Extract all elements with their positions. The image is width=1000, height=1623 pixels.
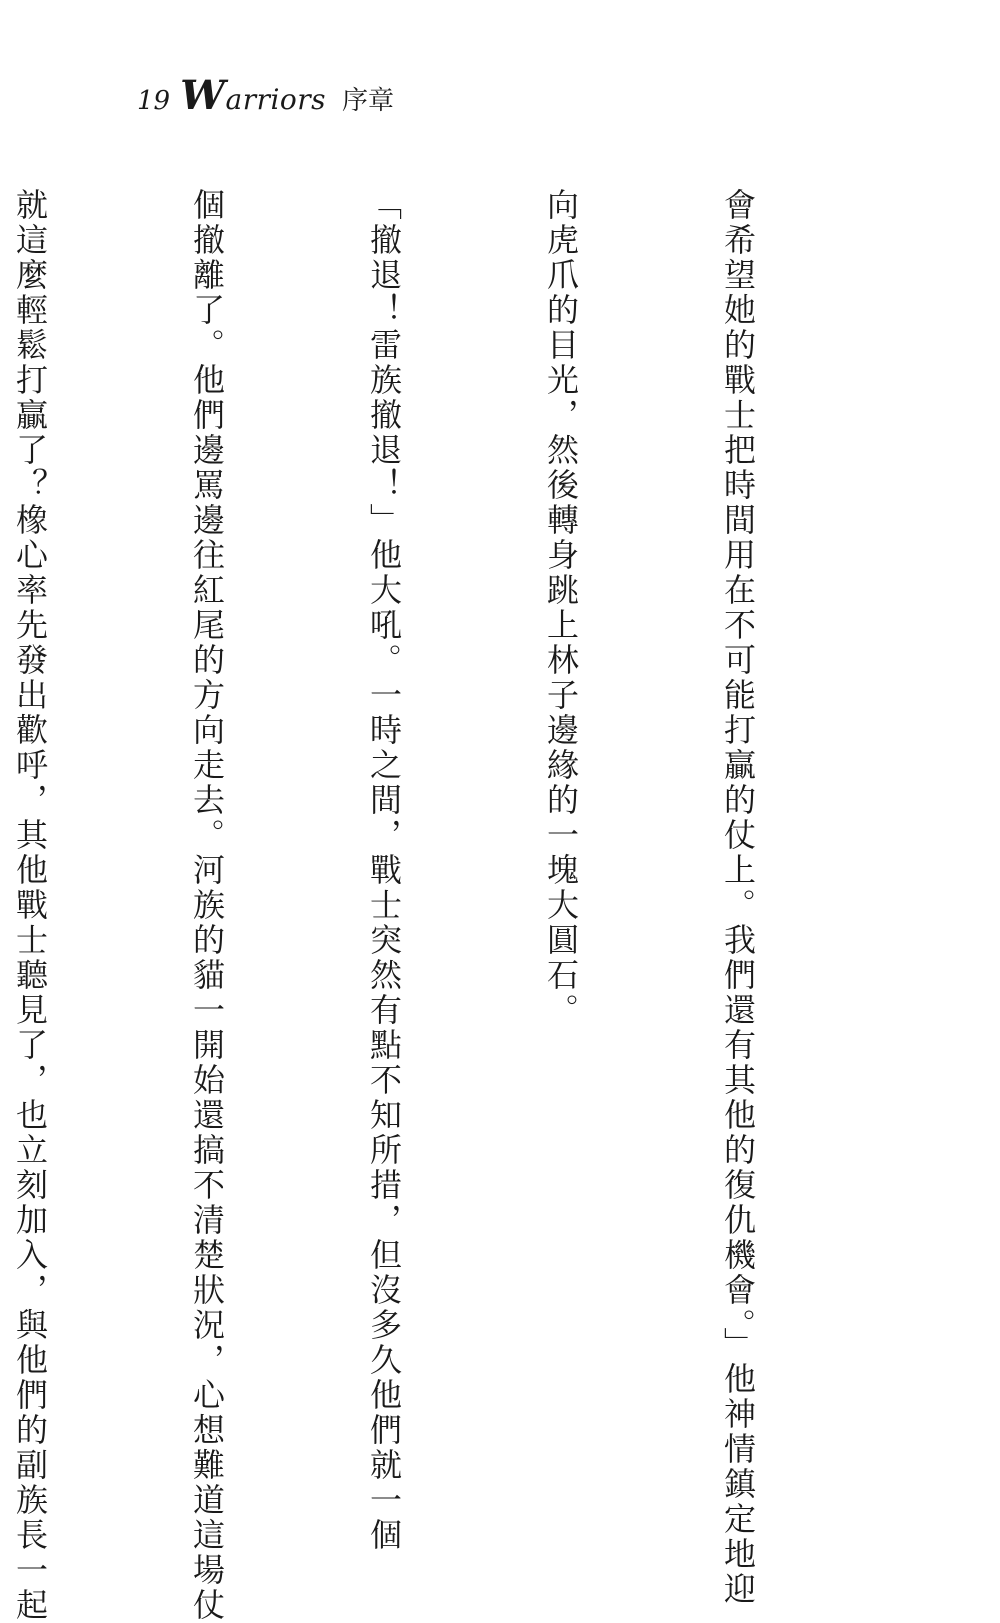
- series-logo-rest: arriors: [225, 83, 327, 116]
- text-column: 個撤離了。他們邊罵邊往紅尾的方向走去。河族的貓一開始還搞不清楚狀況，心想難道這場仗: [188, 188, 226, 1623]
- page-header: [137, 72, 395, 119]
- series-logo-initial: W: [180, 72, 226, 119]
- text-column: 向虎爪的目光，然後轉身跳上林子邊緣的一塊大圓石。: [542, 188, 580, 1028]
- vertical-text-body: [0, 188, 885, 1623]
- text-column: 就這麼輕鬆打贏了？橡心率先發出歡呼，其他戰士聽見了，也立刻加入，與他們的副族長一起: [11, 188, 49, 1623]
- chapter-title: 序章: [342, 86, 395, 116]
- text-column: 「撤退！雷族撤退！」他大吼。一時之間，戰士突然有點不知所措，但沒多久他們就一個: [365, 188, 403, 1553]
- page-number: 19: [137, 86, 171, 116]
- text-column: 會希望她的戰士把時間用在不可能打贏的仗上。我們還有其他的復仇機會。」他神情鎮定地迎: [719, 188, 757, 1607]
- series-logo: [180, 72, 326, 119]
